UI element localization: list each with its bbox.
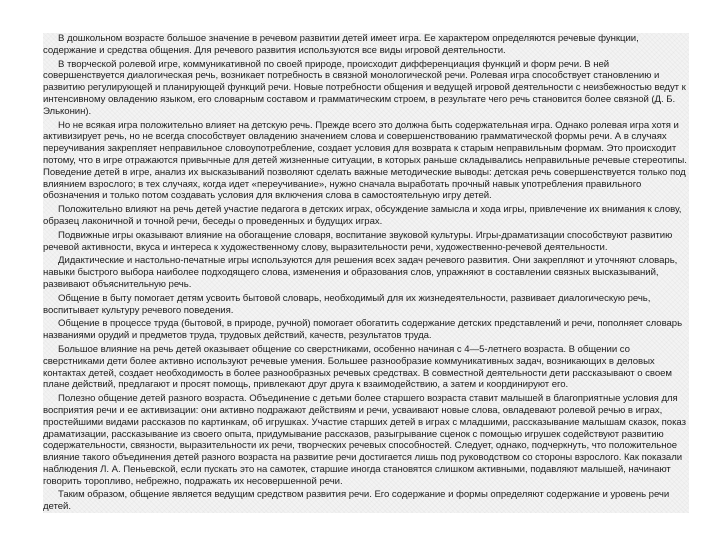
paragraph-role-play: В творческой ролевой игре, коммуникативной по своей природе, происходит дифференциация функций и форм речи. В ней совершенствуется диалогическая речь, возникает потребность в связной монологической речи. Ролевая игра способствует становлению и развитию регулирующей и планирующей функций речи. Новые потребности общения и ведущей игровой деятельности с неизбежностью ведут к интенсивному овладению языком, его словарным составом и грамматическим строем, в результате чего речь становится более связной (Д. Б. Эльконин). <box>43 58 686 117</box>
paragraph-conclusion: Таким образом, общение является ведущим средством развития речи. Его содержание и формы определяют содержание и уровень речи детей. <box>43 489 670 513</box>
paragraph-everyday-communication: Общение в быту помогает детям усвоить бытовой словарь, необходимый для их жизнедеятельности, развивает диалогическую речь, воспитывает культуру речевого поведения. <box>43 292 651 316</box>
paragraph-active-games: Подвижные игры оказывают влияние на обогащение словаря, воспитание звуковой культуры. Игры-драматизации способствуют развитию речевой активности, вкуса и интереса к художественному слову, выразительности речи, художественно-речевой деятельности. <box>43 229 673 253</box>
paragraph-teacher-participation: Положительно влияют на речь детей участие педагога в детских играх, обсуждение замысла и хода игры, привлечение их внимания к слову, образец лаконичной и точной речи, беседы о проведенных и будущих играх. <box>43 204 682 227</box>
paragraph-not-every-game: Но не всякая игра положительно влияет на детскую речь. Прежде всего это должна быть содержательная игра. Однако ролевая игра хотя и активизирует речь, но не всегда способствует овладению значением слова и совершенствованию грамматической формы речи. А в случаях переучивания закрепляет неправильное словоупотребление, создает условия для возврата к старым неправильным формам. Это происходит потому, что в игре отражаются привычные для детей жизненные ситуации, в которых раньше складывались неправильные речевые стереотипы. Поведение детей в игре, анализ их высказываний позволяют сделать важные методические выводы: детская речь совершенствуется только под влиянием взрослого; в тех случаях, когда идет «переучивание», нужно сначала выработать прочный навык употребления правильного обозначения и только потом создавать условия для включения слова в самостоятельную игру детей. <box>43 119 687 202</box>
document-text-block <box>43 33 689 513</box>
paragraph-play-in-preschool: В дошкольном возрасте большое значение в речевом развитии детей имеет игра. Ее характером определяются речевые функции, содержание и средства общения. Для речевого развития используются все виды игровой деятельности. <box>43 33 639 56</box>
paragraph-didactic-games: Дидактические и настольно-печатные игры используются для решения всех задач речевого развития. Они закрепляют и уточняют словарь, навыки быстрого выбора наиболее подходящего слова, изменения и образования слов, упражняют в составлении связных высказываний, развивают объяснительную речь. <box>43 255 678 290</box>
paragraph-peer-communication: Большое влияние на речь детей оказывает общение со сверстниками, особенно начиная с 4—5-летнего возраста. В общении со сверстниками дети более активно используют речевые умения. Большее разнообразие коммуникативных задач, возникающих в деловых контактах детей, создает необходимость в более разнообразных речевых средствах. В совместной деятельности дети рассказывают о своем плане действий, предлагают и просят помощь, привлекают друг друга к взаимодействию, а затем и координируют его. <box>43 343 672 391</box>
paragraph-labor-communication: Общение в процессе труда (бытовой, в природе, ручной) помогает обогатить содержание детских представлений и речи, пополняет словарь названиями орудий и предметов труда, трудовых действий, качеств, результатов труда. <box>43 318 683 342</box>
paragraph-mixed-age-communication: Полезно общение детей разного возраста. Объединение с детьми более старшего возраста ставит малышей в благоприятные условия для восприятия речи и ее активизации: они активно подражают действиям и речи, усваивают новые слова, овладевают ролевой речью в играх, простейшими видами рассказов по картинкам, об игрушках. Участие старших детей в играх с младшими, рассказывание малышам сказок, показ драматизации, рассказывание из своего опыта, придумывание рассказов, разыгрывание сценок с помощью игрушек содействуют развитию содержательности, связности, выразительности их речи, творческих речевых способностей. Следует, однако, подчеркнуть, что положительное влияние такого объединения детей разного возраста на развитие речи достигается лишь под руководством со стороны взрослого. Как показали наблюдения Л. А. Пеньевской, если пускать это на самотек, старшие иногда становятся слишком активными, подавляют малышей, начинают говорить торопливо, небрежно, подражать их несовершенной речи. <box>43 393 686 487</box>
